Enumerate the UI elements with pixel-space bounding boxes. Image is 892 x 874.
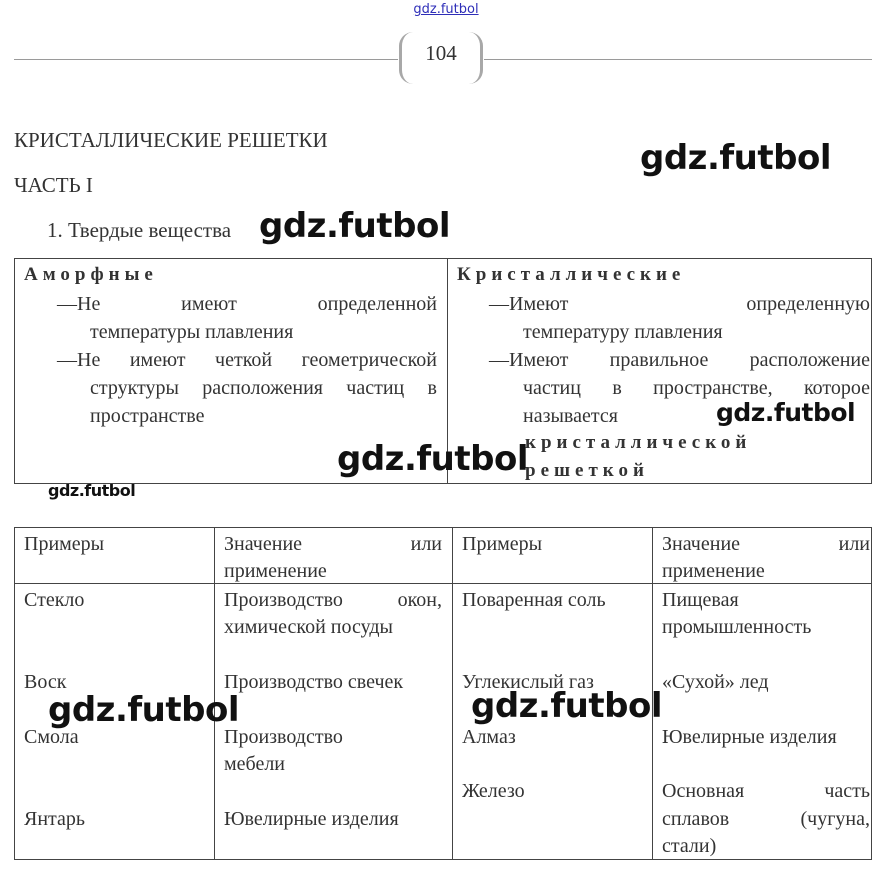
- amorphous-example: Янтарь: [24, 808, 86, 830]
- amorphous-line: —Не имеют определенной: [57, 293, 437, 315]
- watermark: gdz.futbol: [640, 138, 831, 178]
- watermark: gdz.futbol: [337, 439, 528, 479]
- amorphous-example: Воск: [24, 671, 67, 693]
- column-header: Примеры: [462, 533, 543, 555]
- amorphous-line: структуры расположения частиц в: [90, 377, 437, 399]
- amorphous-use: мебели: [224, 753, 286, 775]
- watermark: gdz.futbol: [471, 686, 662, 726]
- crystalline-line: —Имеют определенную: [489, 293, 870, 315]
- crystalline-use: сплавов (чугуна,: [662, 808, 870, 830]
- crystalline-use: Основная часть: [662, 780, 870, 802]
- crystalline-use: промышленность: [662, 616, 812, 638]
- amorphous-use: химической посуды: [224, 616, 393, 638]
- section-heading: КРИСТАЛЛИЧЕСКИЕ РЕШЕТКИ: [14, 128, 328, 152]
- crystalline-line: температуру плавления: [523, 321, 723, 343]
- crystalline-example: Железо: [462, 780, 525, 802]
- watermark: gdz.futbol: [48, 690, 239, 730]
- page-number: 104: [425, 41, 457, 65]
- crystalline-use: стали): [662, 835, 717, 857]
- amorphous-example: Смола: [24, 726, 79, 748]
- crystalline-line: частиц в пространстве, которое: [523, 377, 870, 399]
- crystalline-example: Углекислый газ: [462, 671, 594, 693]
- amorphous-line: —Не имеют четкой геометрической: [57, 349, 437, 371]
- crystalline-line: —Имеют правильное расположение: [489, 349, 870, 371]
- crystalline-use: «Сухой» лед: [662, 671, 769, 693]
- column-header: Примеры: [24, 533, 105, 555]
- item-label: 1. Твердые вещества: [47, 218, 232, 242]
- amorphous-use: Производство: [224, 726, 343, 748]
- watermark: gdz.futbol: [259, 206, 450, 246]
- crystalline-example: Алмаз: [462, 726, 516, 748]
- crystalline-use: Ювелирные изделия: [662, 726, 837, 748]
- column-header: Значение или: [662, 533, 870, 555]
- crystalline-title: Кристаллические: [457, 264, 686, 285]
- watermark: gdz.futbol: [716, 398, 856, 427]
- crystalline-line: называется: [523, 405, 618, 427]
- column-header: Значение или: [224, 533, 442, 555]
- crystalline-term: кристаллической: [525, 432, 752, 453]
- top-watermark[interactable]: gdz.futbol: [413, 2, 479, 17]
- amorphous-line: пространстве: [90, 405, 205, 427]
- crystalline-term: решеткой: [525, 460, 649, 481]
- header-rule-right: [484, 59, 872, 60]
- examples-col-divider: [452, 527, 453, 860]
- part-heading: ЧАСТЬ I: [14, 173, 93, 197]
- column-header: применение: [662, 560, 765, 582]
- crystalline-use: Пищевая: [662, 589, 739, 611]
- column-header: применение: [224, 560, 327, 582]
- watermark: gdz.futbol: [48, 481, 136, 500]
- amorphous-line: температуры плавления: [90, 321, 294, 343]
- amorphous-example: Стекло: [24, 589, 85, 611]
- crystalline-example: Поваренная соль: [462, 589, 606, 611]
- header-rule-left: [14, 59, 398, 60]
- amorphous-title: Аморфные: [24, 264, 158, 285]
- amorphous-use: Производство окон,: [224, 589, 442, 611]
- amorphous-use: Производство свечек: [224, 671, 404, 693]
- amorphous-use: Ювелирные изделия: [224, 808, 399, 830]
